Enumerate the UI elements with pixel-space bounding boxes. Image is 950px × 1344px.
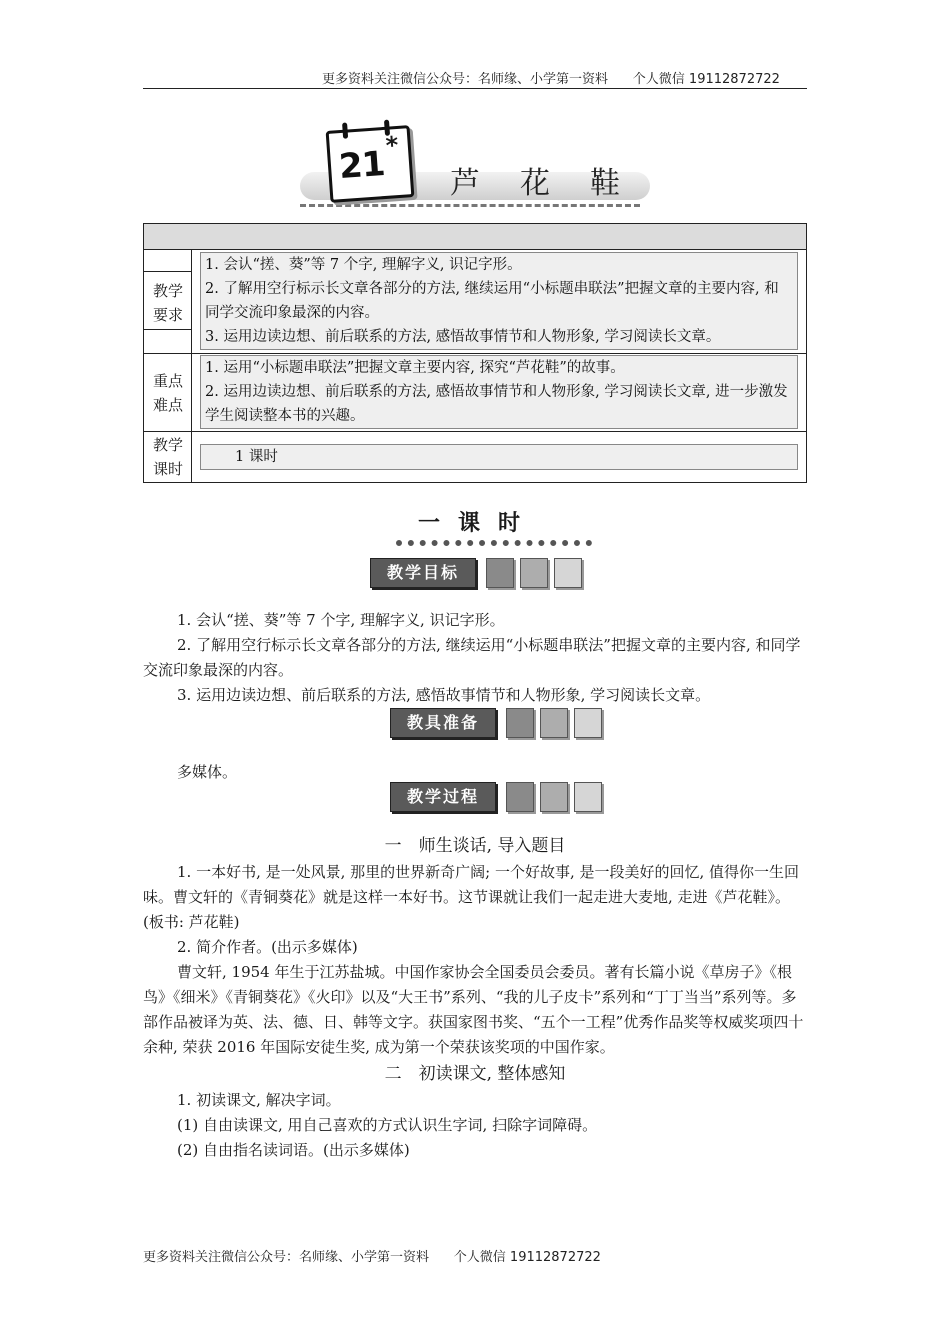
process-text bbox=[143, 832, 807, 1163]
table-header-bar bbox=[144, 224, 806, 250]
keypoints-cell bbox=[200, 355, 798, 429]
paragraph: 1. 一本好书, 是一处风景, 那里的世界新奇广阔; 一个好故事, 是一段美好的回忆, 值得你一生回味。曹文轩的《青铜葵花》就是这样一本好书。这节课就让我们一起走进大麦地, 走进《芦花鞋》。(板书: 芦花鞋) bbox=[143, 863, 800, 931]
section-heading: 一 师生谈话, 导入题目 bbox=[384, 836, 566, 856]
keypoint-item: 2. 运用边读边想、前后联系的方法, 感悟故事情节和人物形象, 学习阅读长文章, 进一步激发学生阅读整本书的兴趣。 bbox=[205, 384, 788, 424]
requirement-item: 2. 了解用空行标示长文章各部分的方法, 继续运用“小标题串联法”把握文章的主要内容, 和同学交流印象最深的内容。 bbox=[205, 281, 779, 321]
paragraph: (1) 自由读课文, 用自己喜欢的方式认识生字词, 扫除字词障碍。 bbox=[177, 1116, 598, 1134]
paragraph: 2. 简介作者。(出示多媒体) bbox=[177, 938, 358, 956]
tag-tools-label: 教具准备 bbox=[390, 708, 496, 738]
title-banner bbox=[300, 120, 660, 210]
tools-value: 多媒体。 bbox=[177, 763, 238, 781]
row-label-cell bbox=[144, 353, 192, 431]
page-footer: 更多资料关注微信公众号：名师缘、小学第一资料 个人微信 19112872722 bbox=[143, 1250, 601, 1265]
goal-item: 2. 了解用空行标示长文章各部分的方法, 继续运用“小标题串联法”把握文章的主要内容, 和同学交流印象最深的内容。 bbox=[143, 636, 801, 679]
dotted-rule bbox=[396, 540, 592, 546]
goals-text bbox=[143, 608, 807, 708]
lesson-star: * bbox=[384, 131, 400, 160]
header-rule bbox=[143, 88, 807, 89]
requirement-item: 3. 运用边读边想、前后联系的方法, 感悟故事情节和人物形象, 学习阅读长文章。 bbox=[205, 329, 721, 345]
paragraph: (2) 自由指名读词语。(出示多媒体) bbox=[177, 1141, 410, 1159]
goal-item: 1. 会认“搓、葵”等 7 个字, 理解字义, 识记字形。 bbox=[177, 611, 505, 629]
row-label-cell bbox=[144, 431, 192, 482]
periods-cell bbox=[200, 444, 798, 470]
requirements-cell bbox=[200, 252, 798, 350]
paragraph: 1. 初读课文, 解决字词。 bbox=[177, 1091, 341, 1109]
calendar-icon bbox=[326, 125, 415, 203]
calendar-ring bbox=[342, 122, 348, 138]
paragraph: 曹文轩, 1954 年生于江苏盐城。中国作家协会全国委员会委员。著有长篇小说《草房子》《根鸟》《细米》《青铜葵花》《火印》以及“大王书”系列、“我的儿子皮卡”系列和“丁丁当当”系列等。多部作品被译为英、法、德、日、韩等文字。获国家图书奖、“五个一工程”优秀作品奖等权威奖项四十余种, 荣获 2016 年国际安徒生奖, 成为第一个荣获该奖项的中国作家。 bbox=[143, 963, 804, 1056]
periods-value: 1 课时 bbox=[235, 449, 278, 465]
page-header: 更多资料关注微信公众号：名师缘、小学第一资料 个人微信 19112872722 bbox=[322, 72, 780, 87]
requirement-item: 1. 会认“搓、葵”等 7 个字, 理解字义, 识记字形。 bbox=[205, 257, 522, 273]
banner-dashed-rule bbox=[300, 204, 640, 207]
plan-table bbox=[143, 223, 807, 483]
section-heading: 二 初读课文, 整体感知 bbox=[384, 1064, 566, 1084]
row-label-requirements: 教学要求 bbox=[152, 282, 183, 324]
lesson-title: 一课时 bbox=[418, 511, 539, 536]
tag-goals-label: 教学目标 bbox=[370, 558, 476, 588]
lesson-number: 21 bbox=[337, 144, 386, 188]
row-label-keypoints: 重点难点 bbox=[152, 372, 183, 414]
keypoint-item: 1. 运用“小标题串联法”把握文章主要内容, 探究“芦花鞋”的故事。 bbox=[205, 360, 625, 376]
tag-process-label: 教学过程 bbox=[390, 782, 496, 812]
row-label-periods: 教学课时 bbox=[152, 436, 183, 478]
lesson-name: 芦花鞋 bbox=[450, 166, 660, 201]
row-label-cell bbox=[144, 249, 192, 353]
goal-item: 3. 运用边读边想、前后联系的方法, 感悟故事情节和人物形象, 学习阅读长文章。 bbox=[177, 686, 711, 704]
